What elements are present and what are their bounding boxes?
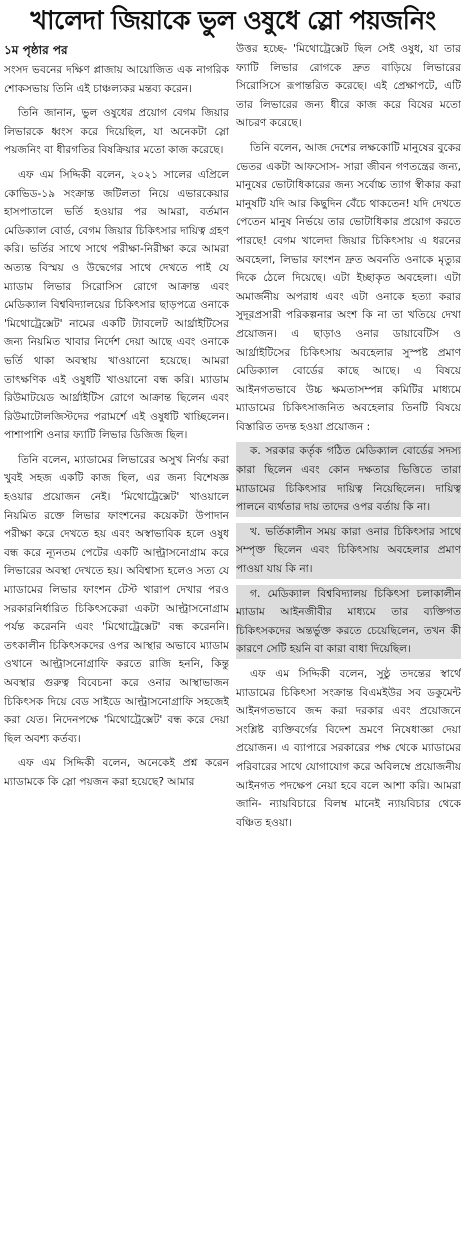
paragraph: সংসদ ভবনের দক্ষিণ প্লাজায় আয়োজিত এক নাগরিক শোকসভায় তিনি এই চাঞ্চল্যকর মন্তব্য করেন। — [4, 64, 229, 95]
paragraph: তিনি জানান, ভুল ওষুধের প্রয়োগ বেগম জিয়ার লিভারকে ধ্বংস করে দিয়েছিল, যা অনেকটা স্লো পয়জনিং বা ধীরগতির বিষক্রিয়ার মতো কাজ করেছে। — [4, 107, 229, 157]
list-item-ga: গ. মেডিক্যাল বিশ্ববিদ্যালয় চিকিৎসা চলাকালীন ম্যাডাম আইনজীবীর মাধ্যমে তার ব্যক্তিগত চিকিৎসকদের অন্তর্ভুক্ত করতে চেয়েছিলেন, তখন কী কারণে সেটি হয়নি বা কারা বাধা দিয়েছিল। — [236, 585, 461, 659]
paragraph: এফ এম সিদ্দিকী বলেন, সুষ্ঠু তদন্তের স্বার্থে ম্যাডামের চিকিৎসা সংক্রান্ত বিএমইউর সব ডকুমেন্ট আইনগতভাবে জব্দ করা দরকার এবং প্রয়োজনে সংশ্লিষ্ট ব্যক্তিবর্গের বিদেশ ভ্রমণে নিষেধাজ্ঞা দেয়া প্রয়োজন। এ ব্যাপারে সরকারের পক্ষ থেকে ম্যাডামের পরিবারের সাথে যোগাযোগ করে অবিলম্বে প্রয়োজনীয় আইনগত পদক্ষেপ নেয়া হবে বলে আশা করি। আমরা জানি- ন্যায়বিচারে বিলম্ব মানেই ন্যায়বিচার থেকে বঞ্চিত হওয়া। — [236, 668, 461, 829]
list-item-kha: খ. ভর্তিকালীন সময় কারা ওনার চিকিৎসার সাথে সম্পৃক্ত ছিলেন এবং চিকিৎসায় অবহেলার প্রমাণ পাওয়া যায় কি না। — [236, 523, 461, 579]
article-body — [4, 40, 462, 1256]
jump-line: ১ম পৃষ্ঠার পর — [4, 43, 68, 57]
column-right — [236, 40, 461, 1256]
paragraph: তিনি বলেন, ম্যাডামের লিভারের অসুখ নির্ণয় করা খুবই সহজ একটি কাজ ছিল, এর জন্য বিশেষজ্ঞ হওয়ার প্রয়োজন নেই। 'মিথোট্রেক্সেট' খাওয়ালে নিয়মিত রক্তে লিভার ফাংশনের কয়েকটা উপাদান পরীক্ষা করে দেখতে হয় এবং অস্বাভাবিক হলে ওষুধ বন্ধ করে ন্যূনতম পেটের একটি আল্ট্রাসনোগ্রাম করে লিভারের অবস্থা দেখতে হয়। অবিশ্বাস্য হলেও সত্য যে ম্যাডামের লিভার ফাংশন টেস্ট খারাপ দেখার পরও সরকারনির্ধারিত চিকিৎসকেরা একটা আল্ট্রাসনোগ্রাম পর্যন্ত করেননি এবং 'মিথোট্রেক্সেট' বন্ধ করেননি। তৎকালীন চিকিৎসকদের ওপর আস্থার অভাবে ম্যাডাম ওখানে আল্ট্রাসনোগ্রাফি করতে রাজি হননি, কিন্তু অবস্থার গুরুত্ব বিবেচনা করে ওনার আস্থাভাজন চিকিৎসক দিয়ে বেড সাইডে আল্ট্রাসনোগ্রাফি সহজেই করা যেত। নিদেনপক্ষে 'মিথোট্রেক্সেট' বন্ধ করে দেয়া ছিল অবশ্য কর্তব্য। — [4, 453, 229, 745]
paragraph: তিনি বলেন, আজ দেশের লক্ষকোটি মানুষের বুকের ভেতর একটা আফসোস- সারা জীবন গণতন্ত্রের জন্য, মানুষের ভোটাধিকারের জন্য সর্বোচ্চ ত্যাগ স্বীকার করা মানুষটি যদি আর কিছুদিন বেঁচে থাকতেন! যদি দেখতে পেতেন মানুষ নির্ভয়ে তার ভোটাধিকার প্রয়োগ করতে পারছে! বেগম খালেদা জিয়ার চিকিৎসায় এ ধরনের অবহেলা, লিভার ফাংশন দ্রুত অবনতি ওনাকে মৃত্যুর দিকে ঠেলে দিয়েছে। এটা ইচ্ছাকৃত অবহেলা। এটা অমার্জনীয় অপরাধ এবং এটা ওনাকে হত্যা করার সুদূরপ্রসারী পরিকল্পনার অংশ কি না তা খতিয়ে দেখা প্রয়োজন। এ ছাড়াও ওনার ডায়াবেটিস ও আর্থ্রাইটিসের চিকিৎসায় অবহেলার সুস্পষ্ট প্রমাণ মেডিক্যাল বোর্ডের কাছে আছে। এ বিষয়ে আইনগতভাবে উচ্চ ক্ষমতাসম্পন্ন কমিটির মাধ্যমে ম্যাডামের চিকিৎসাজনিত অবহেলার তিনটি বিষয়ে বিস্তারিত তদন্ত হওয়া প্রয়োজন : — [236, 141, 461, 433]
headline: খালেদা জিয়াকে ভুল ওষুধে স্লো পয়জনিং — [30, 6, 436, 36]
paragraph: এফ এম সিদ্দিকী বলেন, ২০২১ সালের এপ্রিলে কোভিড-১৯ সংক্রান্ত জটিলতা নিয়ে এভারকেয়ার হাসপাতালে ভর্তি হওয়ার পর আমরা, বর্তমান মেডিক্যাল বোর্ড, বেগম জিয়ার চিকিৎসার দায়িত্ব গ্রহণ করি। ভর্তির সাথে সাথে পরীক্ষা-নিরীক্ষা করে আমরা অত্যন্ত বিস্ময় ও উদ্বেগের সাথে দেখতে পাই যে ম্যাডাম লিভার সিরোসিস রোগে আক্রান্ত এবং মেডিক্যাল বিশ্ববিদ্যালয়ের চিকিৎসার ছাড়পত্রে ওনাকে 'মিথোট্রেক্সেট' নামের একটি ট্যাবলেট আর্থ্রাইটিসের জন্য নিয়মিত খাবার নির্দেশ দেয়া আছে এবং ওনাকে ভর্তি থাকা অবস্থায় খাওয়ানো হয়েছে। আমরা তাৎক্ষণিক এই ওষুধটি খাওয়ানো বন্ধ করি। ম্যাডাম রিউমাটয়েড আর্থ্রাইটিস রোগে আক্রান্ত ছিলেন এবং রিউমাটোলজিস্টদের পরামর্শে এই ওষুধটি খাচ্ছিলেন। পাশাপাশি ওনার ফ্যাটি লিভার ডিজিজ ছিল। — [4, 168, 229, 442]
paragraph: এফ এম সিদ্দিকী বলেন, অনেকেই প্রশ্ন করেন ম্যাডামকে কি স্লো পয়জন করা হয়েছে? আমার — [4, 757, 229, 788]
paragraph: উত্তর হচ্ছে- 'মিথোট্রেক্সেট ছিল সেই ওষুধ, যা তার ফ্যাটি লিভার রোগকে দ্রুত বাড়িয়ে লিভারের সিরোসিসে রূপান্তরিত করেছে। এই প্রেক্ষাপটে, এটি তার লিভারের জন্য ধীরে কাজ করে বিষের মতো আচরণ করেছে। — [236, 43, 461, 130]
list-item-ka: ক. সরকার কর্তৃক গঠিত মেডিক্যাল বোর্ডের সদস্য কারা ছিলেন এবং কোন দক্ষতার ভিত্তিতে তারা ম্যাডামের চিকিৎসার দায়িত্ব নিয়েছিলেন। দায়িত্ব পালনে ব্যর্থতার দায় তাদের ওপর বর্তায় কি না। — [236, 442, 461, 516]
column-left — [4, 40, 229, 1256]
